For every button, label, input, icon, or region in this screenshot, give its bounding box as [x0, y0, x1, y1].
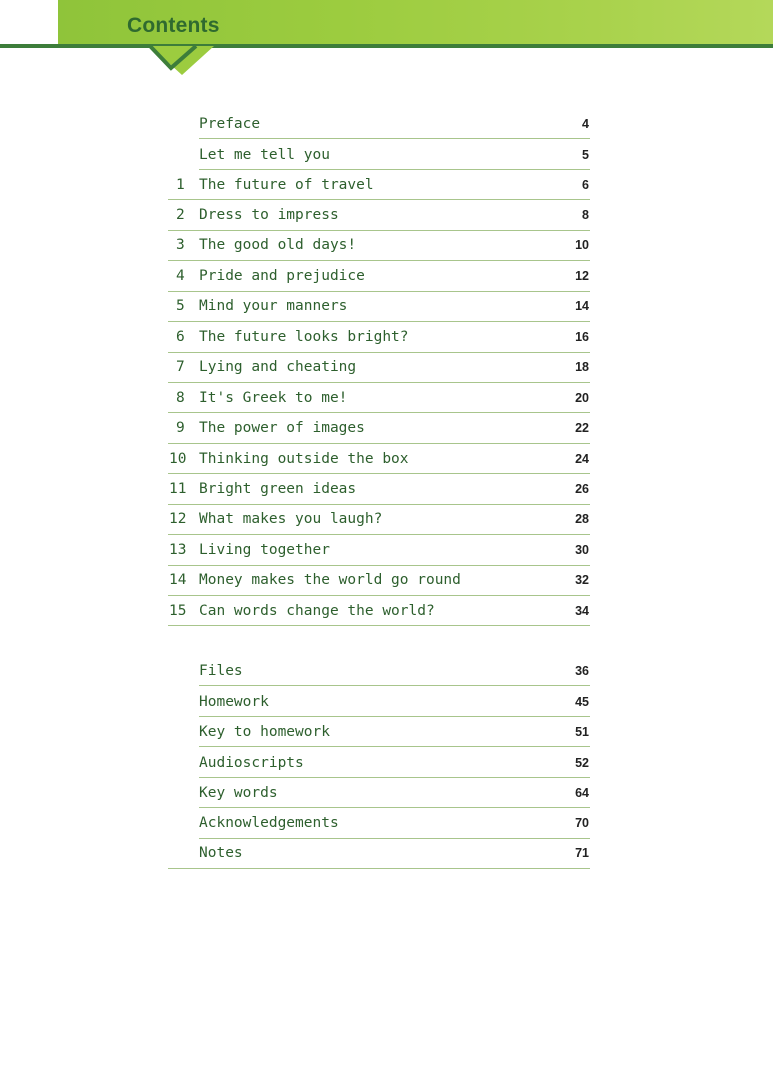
toc-row[interactable] — [168, 505, 590, 535]
toc-page: 32 — [575, 573, 589, 588]
toc-row[interactable] — [168, 686, 590, 716]
toc-number: 6 — [176, 328, 185, 345]
toc-number: 12 — [169, 511, 187, 528]
toc-title: Pride and prejudice — [199, 267, 365, 284]
toc-title: Notes — [199, 845, 243, 862]
toc-page: 12 — [575, 268, 589, 283]
header-rule — [0, 44, 773, 48]
toc-title: Dress to impress — [199, 207, 339, 224]
toc-row[interactable] — [168, 170, 590, 200]
toc-row[interactable] — [168, 200, 590, 230]
toc-page: 34 — [575, 603, 589, 618]
toc-number: 8 — [176, 389, 185, 406]
toc-page: 10 — [575, 238, 589, 253]
toc-row[interactable] — [168, 839, 590, 869]
toc-title: Thinking outside the box — [199, 450, 409, 467]
toc-number: 9 — [176, 420, 185, 437]
toc-title: Acknowledgements — [199, 815, 339, 832]
toc-row[interactable] — [168, 383, 590, 413]
toc-title: Files — [199, 663, 243, 680]
toc-number: 4 — [176, 267, 185, 284]
toc-number: 15 — [169, 602, 187, 619]
toc-title: Lying and cheating — [199, 359, 357, 376]
toc-title: The power of images — [199, 420, 365, 437]
toc-title: Bright green ideas — [199, 480, 357, 497]
toc-page: 28 — [575, 512, 589, 527]
toc-row[interactable] — [168, 292, 590, 322]
toc-title: Key words — [199, 784, 278, 801]
toc-number: 1 — [176, 176, 185, 193]
toc-row[interactable] — [168, 261, 590, 291]
toc-title: The future looks bright? — [199, 328, 409, 345]
toc-row[interactable] — [168, 413, 590, 443]
toc-page: 64 — [575, 785, 589, 800]
toc-title: Homework — [199, 693, 269, 710]
toc-page: 30 — [575, 542, 589, 557]
toc-page: 52 — [575, 755, 589, 770]
toc-title: Can words change the world? — [199, 602, 435, 619]
toc-row[interactable] — [168, 747, 590, 777]
toc-page: 36 — [575, 664, 589, 679]
toc-row[interactable] — [168, 444, 590, 474]
toc-page: 14 — [575, 299, 589, 314]
toc-title: The future of travel — [199, 176, 374, 193]
appendix-list — [168, 656, 590, 869]
toc-number: 7 — [176, 359, 185, 376]
toc-row[interactable] — [168, 231, 590, 261]
toc-title: The good old days! — [199, 237, 357, 254]
toc-page: 4 — [582, 117, 589, 132]
toc-title: Key to homework — [199, 724, 330, 741]
toc-row[interactable] — [168, 778, 590, 808]
toc-page: 71 — [575, 846, 589, 861]
toc-number: 5 — [176, 298, 185, 315]
toc-page: 5 — [582, 147, 589, 162]
toc-page: 24 — [575, 451, 589, 466]
toc-number: 11 — [169, 480, 187, 497]
toc-title: Mind your manners — [199, 298, 348, 315]
toc-title: Preface — [199, 116, 261, 133]
toc-number: 13 — [169, 541, 187, 558]
toc-page: 8 — [582, 208, 589, 223]
toc-page: 22 — [575, 421, 589, 436]
toc-title: Audioscripts — [199, 754, 304, 771]
toc-page: 18 — [575, 360, 589, 375]
toc-page: 16 — [575, 329, 589, 344]
toc-title: Let me tell you — [199, 146, 330, 163]
toc-row[interactable] — [168, 808, 590, 838]
toc-row[interactable] — [168, 474, 590, 504]
toc-number: 2 — [176, 207, 185, 224]
toc-row[interactable] — [168, 717, 590, 747]
toc-title: Money makes the world go round — [199, 572, 461, 589]
toc-page: 26 — [575, 481, 589, 496]
toc-row[interactable] — [168, 109, 590, 139]
toc-title: It's Greek to me! — [199, 389, 348, 406]
toc-row[interactable] — [168, 566, 590, 596]
toc-row[interactable] — [168, 535, 590, 565]
toc-row[interactable] — [168, 139, 590, 169]
toc-number: 14 — [169, 572, 187, 589]
toc-row[interactable] — [168, 322, 590, 352]
toc-number: 3 — [176, 237, 185, 254]
page-title: Contents — [127, 14, 220, 37]
toc-page: 45 — [575, 694, 589, 709]
contents-list — [168, 109, 590, 626]
toc-row[interactable] — [168, 596, 590, 626]
toc-title: Living together — [199, 541, 330, 558]
toc-row[interactable] — [168, 656, 590, 686]
toc-page: 20 — [575, 390, 589, 405]
toc-number: 10 — [169, 450, 187, 467]
toc-page: 70 — [575, 816, 589, 831]
toc-title: What makes you laugh? — [199, 511, 383, 528]
toc-page: 6 — [582, 177, 589, 192]
toc-page: 51 — [575, 725, 589, 740]
toc-row[interactable] — [168, 353, 590, 383]
